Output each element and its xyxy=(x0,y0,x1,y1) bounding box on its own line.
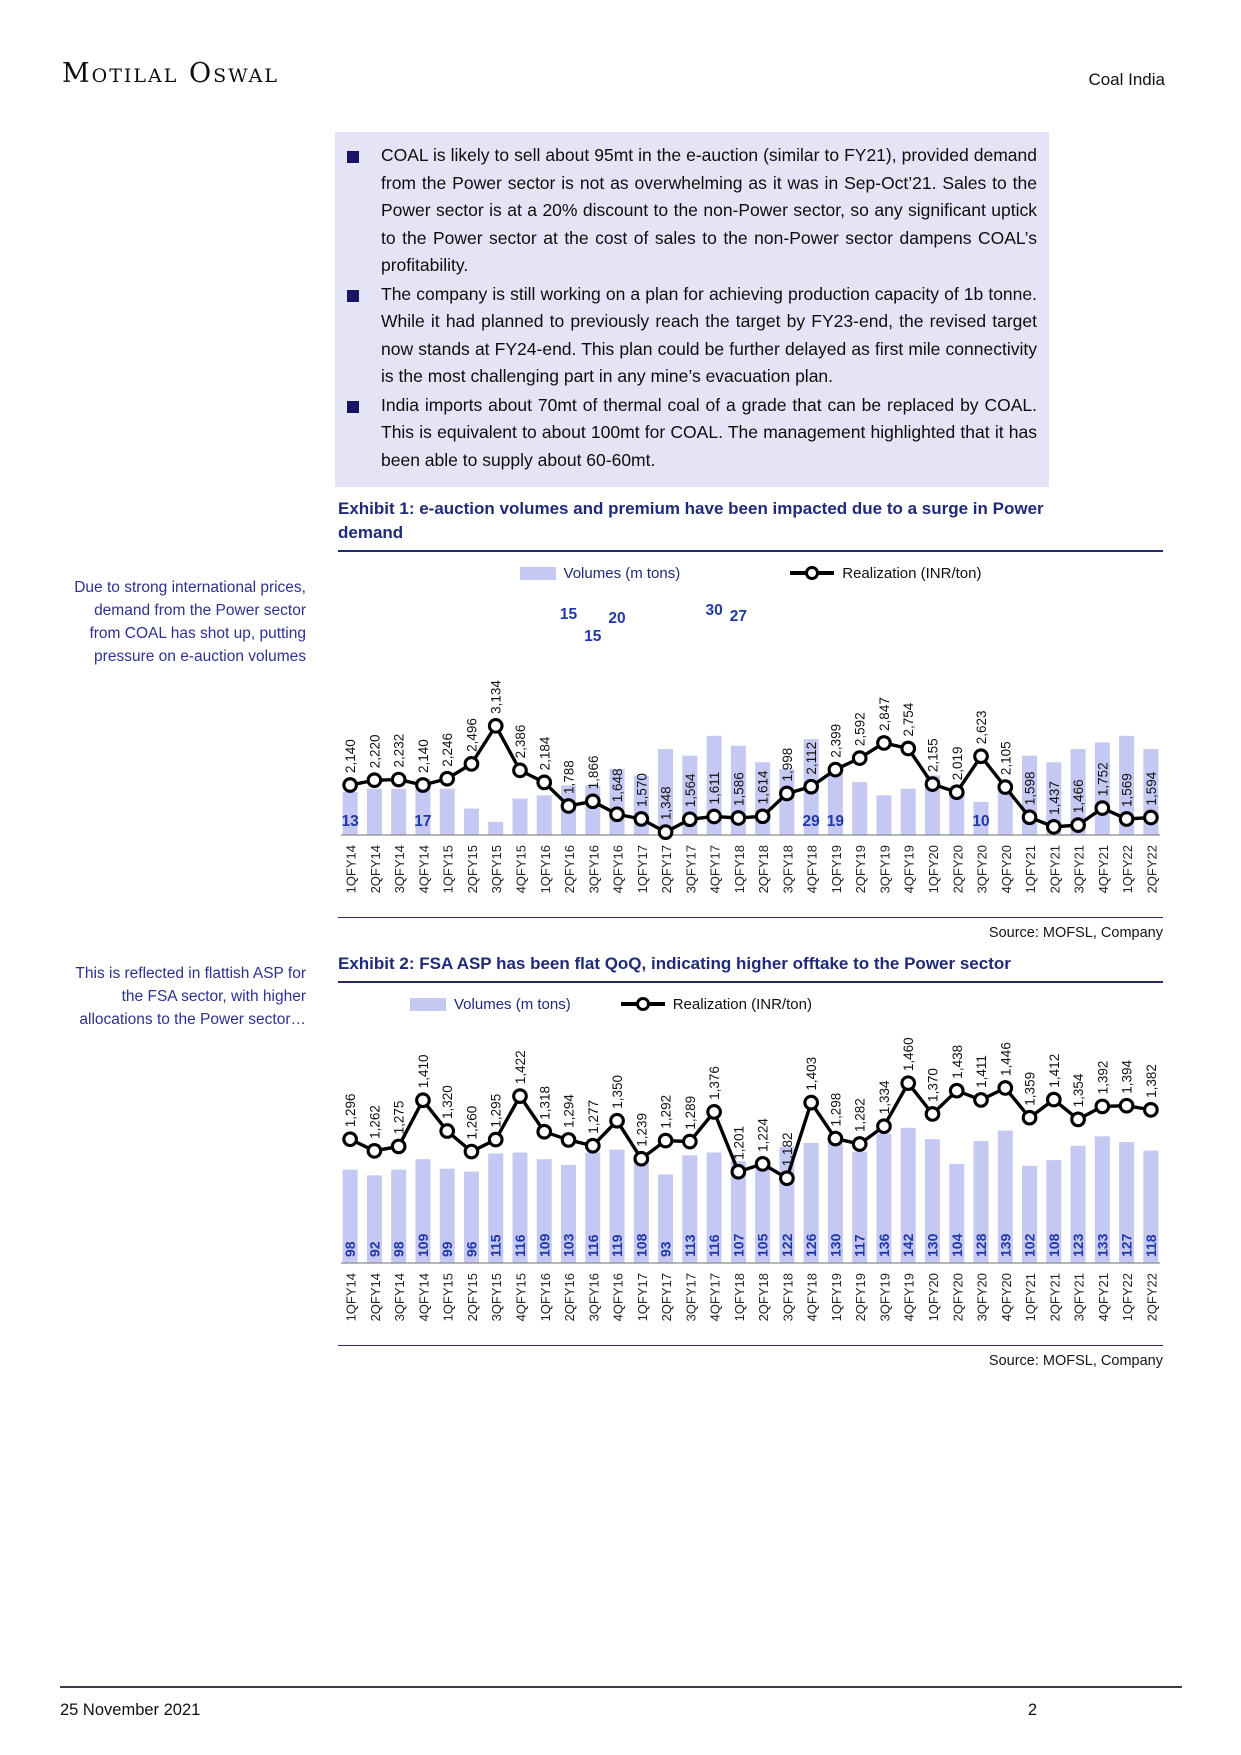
svg-text:2,184: 2,184 xyxy=(537,736,553,771)
svg-text:104: 104 xyxy=(948,1233,965,1257)
bullet-text: COAL is likely to sell about 95mt in the e-auction (similar to FY21), provided demand from the Power sector is not as overwhelming as it was in Sep-Oct’21. Sales to the Power sector is at a 20% discount to the non-Power sector, so any significant uptick to the Power sector at the cost of sales to the non-Power sector dampens COAL’s profitability. xyxy=(381,145,1037,275)
svg-text:2,386: 2,386 xyxy=(512,724,528,759)
svg-text:1QFY14: 1QFY14 xyxy=(343,845,359,894)
svg-text:139: 139 xyxy=(997,1233,1014,1257)
svg-text:1,318: 1,318 xyxy=(537,1085,553,1120)
svg-text:17: 17 xyxy=(414,813,432,830)
svg-text:1,460: 1,460 xyxy=(901,1037,917,1072)
svg-text:1,239: 1,239 xyxy=(634,1112,650,1147)
brand-logo: Motilal Oswal xyxy=(62,58,280,89)
realization-legend-item xyxy=(790,565,981,582)
svg-text:2QFY22: 2QFY22 xyxy=(1144,845,1160,894)
svg-text:3QFY21: 3QFY21 xyxy=(1071,1273,1087,1322)
svg-text:108: 108 xyxy=(633,1233,650,1257)
svg-text:128: 128 xyxy=(973,1233,990,1257)
svg-text:1,564: 1,564 xyxy=(682,773,698,808)
bullet-item xyxy=(343,281,1037,391)
realization-legend-item xyxy=(621,996,812,1013)
svg-text:1,446: 1,446 xyxy=(998,1042,1014,1076)
svg-text:2QFY17: 2QFY17 xyxy=(659,845,675,894)
svg-text:1,752: 1,752 xyxy=(1095,762,1111,797)
exhibit2-title: Exhibit 2: FSA ASP has been flat QoQ, indicating higher offtake to the Power sector xyxy=(338,954,1011,973)
svg-text:1,422: 1,422 xyxy=(512,1050,528,1085)
svg-text:2,112: 2,112 xyxy=(804,741,820,775)
svg-text:108: 108 xyxy=(1045,1233,1062,1257)
realization-legend-label: Realization (INR/ton) xyxy=(672,995,812,1013)
svg-text:2,623: 2,623 xyxy=(974,710,990,745)
bullet-item xyxy=(343,142,1037,280)
svg-text:102: 102 xyxy=(1021,1233,1038,1257)
svg-text:142: 142 xyxy=(900,1233,917,1257)
svg-text:2QFY21: 2QFY21 xyxy=(1047,1273,1063,1322)
svg-text:3QFY18: 3QFY18 xyxy=(780,845,796,894)
svg-text:109: 109 xyxy=(414,1233,431,1257)
svg-text:4QFY16: 4QFY16 xyxy=(610,845,626,894)
exhibit1-title: Exhibit 1: e-auction volumes and premium have been impacted due to a surge in Power demand xyxy=(338,499,1044,542)
svg-text:2QFY14: 2QFY14 xyxy=(367,1273,383,1322)
svg-text:1,354: 1,354 xyxy=(1071,1073,1087,1108)
svg-text:1QFY21: 1QFY21 xyxy=(1023,1273,1039,1322)
svg-text:2,847: 2,847 xyxy=(876,697,892,731)
svg-text:116: 116 xyxy=(584,1234,601,1257)
svg-text:1,438: 1,438 xyxy=(949,1044,965,1079)
svg-text:130: 130 xyxy=(827,1233,844,1257)
bullet-square-icon xyxy=(347,401,359,413)
svg-text:3,134: 3,134 xyxy=(488,680,504,714)
svg-text:1,437: 1,437 xyxy=(1046,781,1062,815)
exhibit1-side-note: Due to strong international prices, demand from the Power sector from COAL has shot up, putting pressure on e-auction volumes xyxy=(74,579,306,665)
svg-text:1,182: 1,182 xyxy=(779,1132,795,1167)
svg-text:19: 19 xyxy=(826,813,845,830)
svg-text:107: 107 xyxy=(730,1233,747,1257)
svg-text:1,296: 1,296 xyxy=(343,1093,359,1128)
svg-text:1,410: 1,410 xyxy=(415,1054,431,1089)
svg-text:1,320: 1,320 xyxy=(440,1085,456,1120)
svg-text:1,412: 1,412 xyxy=(1046,1053,1062,1088)
exhibit2-title-rule xyxy=(338,981,1163,983)
svg-text:2QFY22: 2QFY22 xyxy=(1144,1273,1160,1322)
svg-text:123: 123 xyxy=(1070,1233,1087,1257)
svg-text:109: 109 xyxy=(536,1233,553,1257)
exhibit2-chart xyxy=(338,1018,1163,1345)
svg-text:1QFY20: 1QFY20 xyxy=(925,1273,941,1322)
svg-text:4QFY18: 4QFY18 xyxy=(804,845,820,894)
bullet-square-icon xyxy=(347,290,359,302)
svg-text:2,155: 2,155 xyxy=(925,738,941,773)
svg-text:4QFY21: 4QFY21 xyxy=(1095,845,1111,894)
svg-text:1QFY15: 1QFY15 xyxy=(440,1273,456,1322)
svg-text:4QFY18: 4QFY18 xyxy=(804,1273,820,1322)
svg-text:2QFY18: 2QFY18 xyxy=(756,845,772,894)
svg-text:1,403: 1,403 xyxy=(804,1056,820,1091)
realization-legend-label: Realization (INR/ton) xyxy=(842,564,982,582)
svg-text:2,592: 2,592 xyxy=(852,712,868,747)
svg-text:1,201: 1,201 xyxy=(731,1125,747,1160)
svg-text:30: 30 xyxy=(705,602,723,619)
svg-text:1,998: 1,998 xyxy=(779,747,795,782)
svg-text:1,295: 1,295 xyxy=(488,1093,504,1128)
svg-text:1QFY18: 1QFY18 xyxy=(731,1273,747,1322)
svg-text:92: 92 xyxy=(366,1241,383,1257)
svg-text:4QFY14: 4QFY14 xyxy=(416,845,432,894)
svg-text:1QFY17: 1QFY17 xyxy=(634,845,650,894)
svg-text:4QFY19: 4QFY19 xyxy=(901,845,917,894)
svg-text:1QFY16: 1QFY16 xyxy=(537,845,553,894)
svg-text:126: 126 xyxy=(803,1233,820,1257)
svg-text:4QFY21: 4QFY21 xyxy=(1095,1273,1111,1322)
svg-text:20: 20 xyxy=(608,610,626,627)
svg-text:4QFY15: 4QFY15 xyxy=(513,845,529,894)
svg-text:1,348: 1,348 xyxy=(658,786,674,821)
svg-text:1,594: 1,594 xyxy=(1143,771,1159,806)
svg-text:1QFY22: 1QFY22 xyxy=(1120,845,1136,894)
volumes-legend-item xyxy=(410,996,571,1013)
bullet-text: The company is still working on a plan for achieving production capacity of 1b tonne. While it had planned to previously reach the target by FY23-end, the revised target now stands at FY24-end. This plan could be further delayed as first mile connectivity is the most challenging part in any mine’s evacuation plan. xyxy=(381,283,1037,386)
svg-text:1,350: 1,350 xyxy=(610,1074,626,1109)
svg-text:2,019: 2,019 xyxy=(949,746,965,781)
svg-text:2QFY16: 2QFY16 xyxy=(562,845,578,894)
svg-text:2,754: 2,754 xyxy=(901,702,917,737)
svg-text:116: 116 xyxy=(511,1234,528,1257)
svg-text:2,399: 2,399 xyxy=(828,723,844,758)
svg-text:3QFY14: 3QFY14 xyxy=(392,1273,408,1322)
svg-text:3QFY17: 3QFY17 xyxy=(683,1273,699,1322)
svg-text:1,866: 1,866 xyxy=(585,755,601,790)
svg-text:1,294: 1,294 xyxy=(561,1094,577,1128)
svg-text:3QFY16: 3QFY16 xyxy=(586,845,602,894)
svg-text:27: 27 xyxy=(729,608,747,625)
svg-text:3QFY14: 3QFY14 xyxy=(392,845,408,894)
exhibit1-chart xyxy=(338,587,1163,917)
svg-text:1QFY20: 1QFY20 xyxy=(925,845,941,894)
svg-text:98: 98 xyxy=(390,1241,407,1257)
page-footer xyxy=(60,1686,1182,1720)
svg-text:1,394: 1,394 xyxy=(1119,1059,1135,1094)
svg-text:2QFY17: 2QFY17 xyxy=(659,1273,675,1322)
svg-text:1,277: 1,277 xyxy=(585,1099,601,1134)
svg-text:1,648: 1,648 xyxy=(610,768,626,803)
svg-text:1,611: 1,611 xyxy=(707,771,723,805)
svg-text:2QFY16: 2QFY16 xyxy=(562,1273,578,1322)
realization-legend-marker-icon xyxy=(790,566,834,580)
svg-text:3QFY18: 3QFY18 xyxy=(780,1273,796,1322)
svg-text:3QFY15: 3QFY15 xyxy=(489,1273,505,1322)
svg-text:118: 118 xyxy=(1142,1234,1159,1257)
svg-text:1,598: 1,598 xyxy=(1022,771,1038,806)
svg-text:3QFY16: 3QFY16 xyxy=(586,1273,602,1322)
svg-text:1,614: 1,614 xyxy=(755,770,771,805)
svg-text:4QFY14: 4QFY14 xyxy=(416,1273,432,1322)
svg-text:1,359: 1,359 xyxy=(1022,1071,1038,1106)
svg-text:130: 130 xyxy=(924,1233,941,1257)
svg-text:1,262: 1,262 xyxy=(367,1105,383,1139)
svg-text:1QFY16: 1QFY16 xyxy=(537,1273,553,1322)
svg-text:1,411: 1,411 xyxy=(974,1055,990,1088)
svg-text:1QFY21: 1QFY21 xyxy=(1023,845,1039,894)
svg-text:1QFY19: 1QFY19 xyxy=(828,1273,844,1322)
svg-text:122: 122 xyxy=(778,1233,795,1257)
svg-text:1,570: 1,570 xyxy=(634,773,650,807)
exhibit1-title-rule xyxy=(338,550,1163,552)
svg-text:3QFY15: 3QFY15 xyxy=(489,845,505,894)
svg-text:1,569: 1,569 xyxy=(1119,773,1135,807)
footer-date: 25 November 2021 xyxy=(60,1701,201,1719)
exhibit2-section xyxy=(338,952,1163,1369)
svg-text:98: 98 xyxy=(342,1241,359,1257)
svg-text:113: 113 xyxy=(681,1234,698,1257)
svg-text:4QFY20: 4QFY20 xyxy=(998,1273,1014,1322)
svg-text:15: 15 xyxy=(559,606,578,623)
svg-text:3QFY20: 3QFY20 xyxy=(974,1273,990,1322)
svg-text:1,376: 1,376 xyxy=(707,1066,723,1100)
svg-text:127: 127 xyxy=(1118,1233,1135,1257)
exhibit2-source: Source: MOFSL, Company xyxy=(988,1353,1163,1369)
document-title: Coal India xyxy=(1088,70,1165,89)
svg-text:1QFY15: 1QFY15 xyxy=(440,845,456,894)
svg-text:2,140: 2,140 xyxy=(415,739,431,774)
page-number: 2 xyxy=(1027,1701,1037,1719)
svg-text:1,788: 1,788 xyxy=(561,760,577,794)
bullet-item xyxy=(343,392,1037,475)
svg-text:93: 93 xyxy=(657,1241,674,1257)
svg-text:1,370: 1,370 xyxy=(925,1068,941,1102)
svg-text:1,282: 1,282 xyxy=(852,1098,868,1133)
svg-text:4QFY17: 4QFY17 xyxy=(707,845,723,894)
svg-text:1QFY14: 1QFY14 xyxy=(343,1273,359,1322)
exhibit1-source: Source: MOFSL, Company xyxy=(988,925,1163,941)
svg-text:103: 103 xyxy=(560,1233,577,1257)
svg-text:99: 99 xyxy=(439,1241,456,1257)
svg-text:117: 117 xyxy=(851,1234,868,1257)
exhibit1-section xyxy=(338,497,1163,941)
svg-text:1,382: 1,382 xyxy=(1143,1064,1159,1098)
svg-text:2QFY18: 2QFY18 xyxy=(756,1273,772,1322)
svg-text:1,275: 1,275 xyxy=(391,1100,407,1135)
volumes-legend-swatch-icon xyxy=(410,998,446,1011)
svg-text:15: 15 xyxy=(584,628,602,645)
svg-text:105: 105 xyxy=(754,1233,771,1257)
svg-text:3QFY19: 3QFY19 xyxy=(877,845,893,894)
svg-text:3QFY19: 3QFY19 xyxy=(877,1273,893,1322)
volumes-legend-swatch-icon xyxy=(520,567,556,580)
svg-text:1QFY18: 1QFY18 xyxy=(731,845,747,894)
bullet-text: India imports about 70mt of thermal coal of a grade that can be replaced by COAL. This is equivalent to about 100mt for COAL. The management highlighted that it has been able to supply about 60-60mt. xyxy=(381,394,1037,470)
svg-text:1QFY19: 1QFY19 xyxy=(828,845,844,894)
svg-text:1QFY17: 1QFY17 xyxy=(634,1273,650,1322)
svg-text:1,298: 1,298 xyxy=(828,1092,844,1127)
svg-text:1,260: 1,260 xyxy=(464,1105,480,1140)
bullet-square-icon xyxy=(347,151,359,163)
exhibit1-legend xyxy=(338,561,1163,585)
svg-text:2,232: 2,232 xyxy=(391,733,407,768)
svg-text:1,392: 1,392 xyxy=(1095,1060,1111,1095)
svg-text:2QFY21: 2QFY21 xyxy=(1047,845,1063,894)
svg-text:2QFY15: 2QFY15 xyxy=(464,1273,480,1322)
svg-text:1,289: 1,289 xyxy=(682,1095,698,1130)
realization-legend-marker-icon xyxy=(621,997,665,1011)
svg-text:96: 96 xyxy=(463,1241,480,1257)
svg-text:4QFY15: 4QFY15 xyxy=(513,1273,529,1322)
summary-highlight-block xyxy=(335,132,1049,487)
svg-text:119: 119 xyxy=(609,1234,626,1257)
exhibit2-side-note: This is reflected in flattish ASP for the FSA sector, with higher allocations to the Power sector… xyxy=(75,965,306,1028)
svg-text:1,466: 1,466 xyxy=(1071,779,1087,814)
svg-text:2QFY15: 2QFY15 xyxy=(464,845,480,894)
svg-text:2,220: 2,220 xyxy=(367,734,383,769)
svg-text:1,292: 1,292 xyxy=(658,1094,674,1129)
svg-text:2,105: 2,105 xyxy=(998,741,1014,776)
svg-text:2,496: 2,496 xyxy=(464,718,480,752)
svg-text:4QFY17: 4QFY17 xyxy=(707,1273,723,1322)
svg-text:29: 29 xyxy=(802,813,820,830)
svg-text:136: 136 xyxy=(875,1233,892,1257)
volumes-legend-item xyxy=(520,565,681,582)
svg-text:1,586: 1,586 xyxy=(731,772,747,806)
svg-text:3QFY17: 3QFY17 xyxy=(683,845,699,894)
svg-text:4QFY19: 4QFY19 xyxy=(901,1273,917,1322)
svg-text:1,334: 1,334 xyxy=(876,1080,892,1115)
svg-text:2QFY19: 2QFY19 xyxy=(853,845,869,894)
svg-text:2,246: 2,246 xyxy=(440,732,456,767)
svg-text:13: 13 xyxy=(341,813,359,830)
svg-text:116: 116 xyxy=(706,1234,723,1257)
svg-text:2QFY19: 2QFY19 xyxy=(853,1273,869,1322)
svg-text:133: 133 xyxy=(1094,1233,1111,1257)
svg-text:1,224: 1,224 xyxy=(755,1118,771,1152)
svg-text:2QFY14: 2QFY14 xyxy=(367,845,383,894)
svg-text:3QFY20: 3QFY20 xyxy=(974,845,990,894)
svg-text:2,140: 2,140 xyxy=(343,739,359,774)
svg-text:4QFY16: 4QFY16 xyxy=(610,1273,626,1322)
svg-text:4QFY20: 4QFY20 xyxy=(998,845,1014,894)
svg-text:1QFY22: 1QFY22 xyxy=(1120,1273,1136,1322)
volumes-legend-label: Volumes (m tons) xyxy=(454,995,571,1013)
svg-text:2QFY20: 2QFY20 xyxy=(950,845,966,894)
svg-text:2QFY20: 2QFY20 xyxy=(950,1273,966,1322)
svg-text:115: 115 xyxy=(487,1234,504,1257)
volumes-legend-label: Volumes (m tons) xyxy=(563,564,681,582)
svg-text:3QFY21: 3QFY21 xyxy=(1071,845,1087,894)
svg-text:10: 10 xyxy=(972,813,990,830)
exhibit2-legend xyxy=(338,992,1163,1016)
